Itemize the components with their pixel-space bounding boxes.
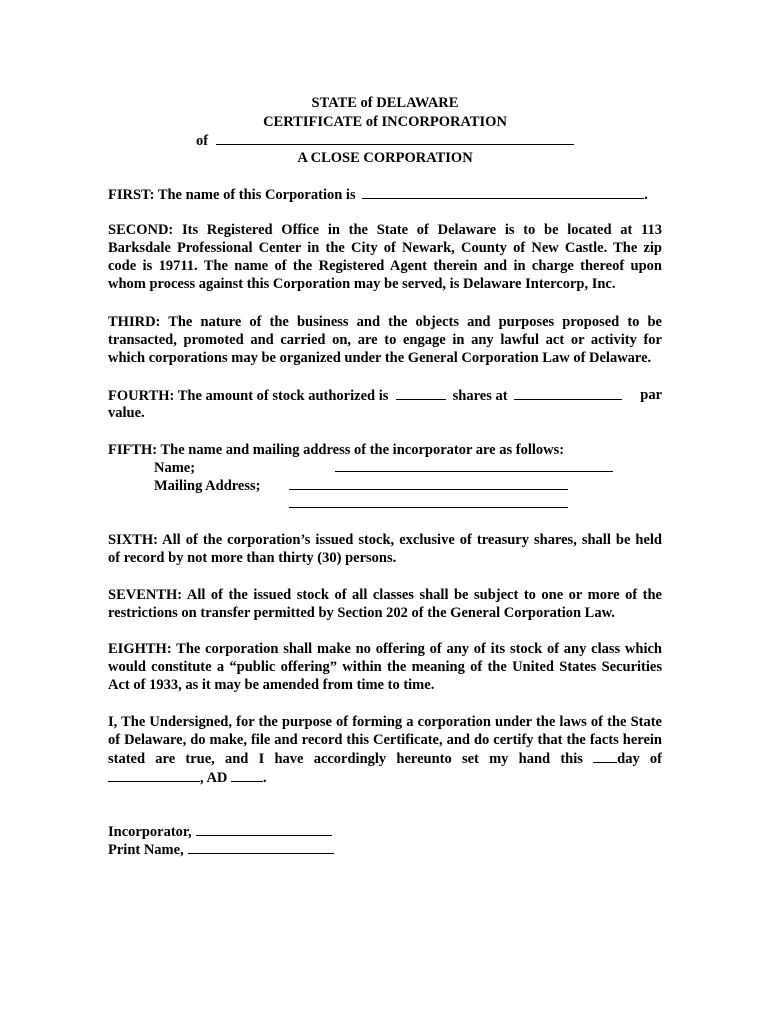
corporation-name-blank[interactable] [216, 131, 574, 145]
incorporator-label: Incorporator, [108, 824, 192, 840]
eighth-line: Act of 1933, as it may be amended from time to time. [108, 677, 435, 693]
seventh-line: SEVENTH: All of the issued stock of all classes shall be subject to one or more of the [108, 587, 662, 603]
undersigned-hand-text: stated are true, and I have accordingly hereunto set my hand this [108, 751, 583, 767]
third-line: THIRD: The nature of the business and the objects and purposes proposed to be [108, 314, 662, 330]
fourth-article [108, 386, 662, 405]
incorporator-signature-blank[interactable] [196, 822, 332, 836]
incorporator-signature [108, 822, 332, 841]
seventh-line: restrictions on transfer permitted by Section 202 of the General Corporation Law. [108, 605, 615, 621]
second-article [108, 221, 662, 293]
eighth-line: EIGHTH: The corporation shall make no offering of any of its stock of any class which [108, 641, 662, 657]
sixth-line: SIXTH: All of the corporation’s issued stock, exclusive of treasury shares, shall be held [108, 532, 662, 548]
fourth-shares-at: shares at [452, 388, 508, 404]
undersigned-line: I, The Undersigned, for the purpose of forming a corporation under the laws of the State [108, 714, 662, 730]
eighth-line: would constitute a “public offering” within the meaning of the United States Securities [108, 659, 662, 675]
state-heading: STATE of DELAWARE [311, 95, 459, 111]
first-article [108, 185, 648, 204]
year-blank[interactable] [231, 768, 263, 782]
first-name-blank[interactable] [362, 185, 644, 199]
corporation-name-line [196, 131, 574, 150]
day-group [593, 751, 662, 767]
second-line: Barksdale Professional Center in the City of Newark, County of New Castle. The zip [108, 240, 662, 256]
print-name-line [108, 840, 334, 859]
first-text: FIRST: The name of this Corporation is [108, 187, 356, 203]
mailing-address-blank-2[interactable] [289, 494, 568, 508]
third-line: which corporations may be organized under the General Corporation Law of Delaware. [108, 350, 652, 366]
certificate-heading: CERTIFICATE of INCORPORATION [263, 114, 507, 130]
incorporator-name-blank[interactable] [335, 458, 613, 472]
undersigned-end: . [263, 770, 267, 786]
day-of-label: day of [617, 751, 662, 767]
day-blank[interactable] [593, 749, 617, 763]
par-value-blank[interactable] [514, 386, 622, 400]
print-name-blank[interactable] [188, 840, 334, 854]
eighth-article [108, 640, 662, 694]
undersigned-statement [108, 713, 662, 787]
sixth-line: of record by not more than thirty (30) persons. [108, 550, 397, 566]
second-line: whom process against this Corporation may be served, is Delaware Intercorp, Inc. [108, 276, 616, 292]
ad-label: , AD [200, 770, 228, 786]
second-line: SECOND: Its Registered Office in the State of Delaware is to be located at 113 [108, 222, 662, 238]
second-line: code is 19711. The name of the Registered Agent therein and in charge thereof upon [108, 258, 662, 274]
mailing-address-label: Mailing Address; [154, 478, 261, 494]
third-article [108, 313, 662, 367]
undersigned-line-3 [108, 749, 662, 768]
fourth-par: par [640, 387, 662, 403]
first-end: . [644, 187, 648, 203]
undersigned-line-4 [108, 768, 662, 787]
month-blank[interactable] [108, 768, 200, 782]
close-corporation-heading: A CLOSE CORPORATION [297, 150, 473, 166]
undersigned-line: of Delaware, do make, file and record this Certificate, and do certify that the facts herein [108, 732, 662, 748]
of-label: of [196, 133, 209, 149]
incorporator-name-label: Name; [154, 460, 196, 476]
sixth-article [108, 531, 662, 567]
fourth-text: FOURTH: The amount of stock authorized is [108, 388, 389, 404]
print-name-label: Print Name, [108, 842, 184, 858]
seventh-article [108, 586, 662, 622]
fifth-heading: FIFTH: The name and mailing address of the incorporator are as follows: [108, 442, 565, 458]
fourth-value: value. [108, 405, 145, 421]
mailing-address-blank[interactable] [289, 476, 568, 490]
third-line: transacted, promoted and carried on, are to engage in any lawful act or activity for [108, 332, 662, 348]
shares-count-blank[interactable] [396, 386, 446, 400]
